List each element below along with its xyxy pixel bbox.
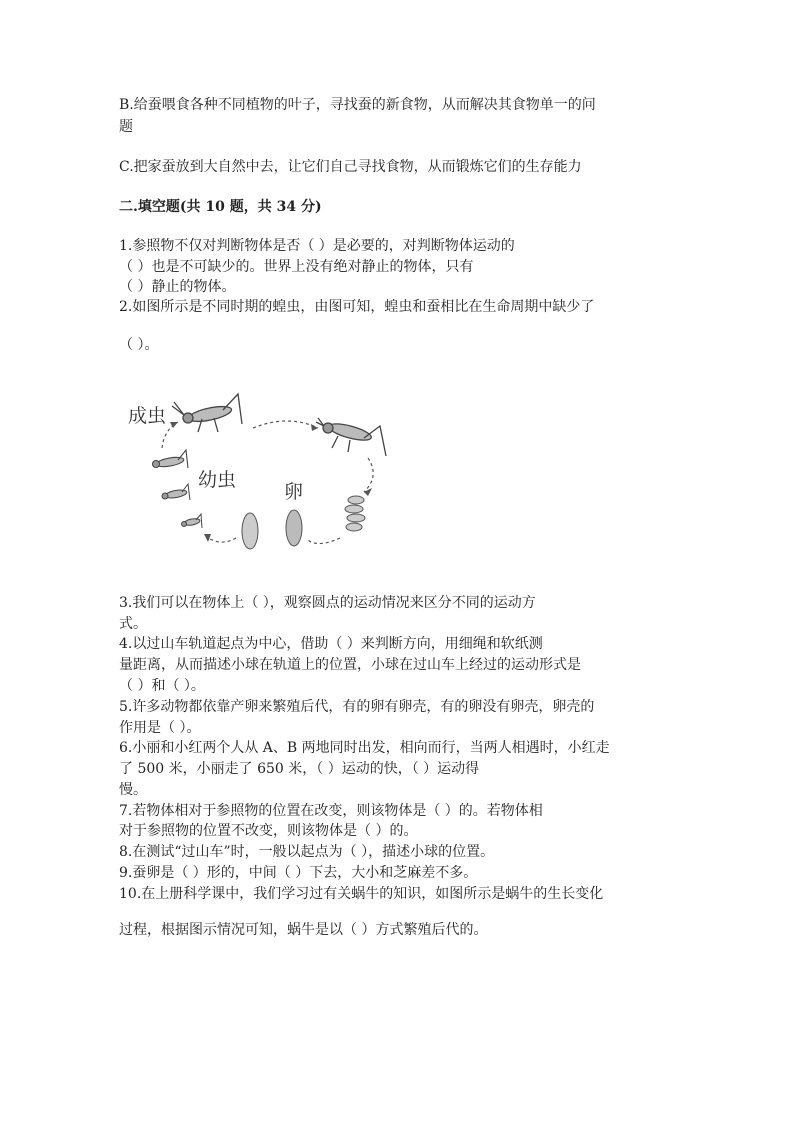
question-5-line2: 作用是（ ）。 [119,720,201,736]
question-7-line2: 对于参照物的位置不改变，则该物体是（ ）的。 [119,823,418,839]
option-b-line1: B.给蚕喂食各种不同植物的叶子，寻找蚕的新食物，从而解决其食物单一的问 [119,97,596,113]
question-3-line2: 式。 [119,616,147,632]
question-3-line1: 3.我们可以在物体上（ ），观察圆点的运动情况来区分不同的运动方 [119,595,536,611]
egg-icon [242,513,258,549]
question-8-line1: 8.在测试“过山车”时，一般以起点为（ ），描述小球的位置。 [119,844,495,860]
section-heading: 二.填空题(共 10 题，共 34 分) [119,199,322,215]
question-4-line1: 4.以过山车轨道起点为中心，借助（ ）来判断方向，用细绳和软纸测 [119,636,543,652]
locust-life-cycle-diagram [118,388,398,558]
question-1-line3: （ ）静止的物体。 [119,279,236,295]
question-10-line1: 10.在上册科学课中，我们学习过有关蜗牛的知识，如图所示是蜗牛的生长变化 [119,886,604,902]
question-10-line2: 过程，根据图示情况可知，蜗牛是以（ ）方式繁殖后代的。 [119,922,488,938]
question-1-line2: （ ）也是不可缺少的。世界上没有绝对静止的物体，只有 [119,259,474,275]
label-nymph: 幼虫 [198,469,237,491]
option-b-line2: 题 [119,119,133,135]
egg-cluster-icon [345,496,365,531]
question-7-line1: 7.若物体相对于参照物的位置在改变，则该物体是（ ）的。若物体相 [119,803,543,819]
nymph-locust-icon [153,450,189,468]
question-4-line3: （ ）和（ ）。 [119,678,205,694]
adult-locust-icon [172,394,242,432]
question-1-line1: 1.参照物不仅对判断物体是否（ ）是必要的，对判断物体运动的 [119,238,515,254]
question-9-line1: 9.蚕卵是（ ）形的，中间（ ）下去，大小和芝麻差不多。 [119,865,478,881]
question-2-line1: 2.如图所示是不同时期的蝗虫，由图可知，蝗虫和蚕相比在生命周期中缺少了 [119,299,595,315]
question-2-line2: （ ）。 [119,337,159,353]
nymph-locust-icon [182,514,203,528]
nymph-locust-icon [162,484,190,500]
question-6-line1: 6.小丽和小红两个人从 A、B 两地同时出发，相向而行，当两人相遇时，小红走 [119,740,610,756]
label-egg: 卵 [284,481,304,503]
question-4-line2: 量距离，从而描述小球在轨道上的位置，小球在过山车上经过的运动形式是 [119,657,581,673]
option-c: C.把家蚕放到大自然中去，让它们自己寻找食物，从而锻炼它们的生存能力 [119,159,582,175]
question-6-line2: 了 500 米，小丽走了 650 米，（ ）运动的快，（ ）运动得 [119,761,480,777]
label-adult: 成虫 [128,405,167,427]
adult-locust-icon [316,418,386,456]
question-6-line3: 慢。 [119,782,147,798]
egg-icon [286,510,302,546]
question-5-line1: 5.许多动物都依靠产卵来繁殖后代，有的卵有卵壳，有的卵没有卵壳，卵壳的 [119,699,595,715]
